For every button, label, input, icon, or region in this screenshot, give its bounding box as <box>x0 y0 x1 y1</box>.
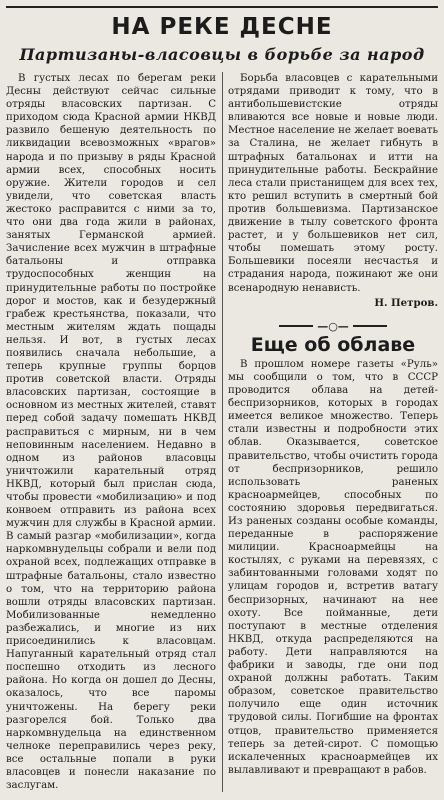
article-headline: НА РЕКЕ ДЕСНЕ <box>111 14 333 40</box>
article1-column1-text: В густых лесах по берегам реки Десны действуют сейчас сильные отряды власовских партизан. С приходом сюда Красной армии НКВД развило бешеную деятельность по ликвидации всевозможных «врагов» народа и по призыву в ряды Красной армии всех, способных носить оружие. Жители городов и сел увидели, что советская власть жестоко расправится с ними за то, что они два года жили в районах, занятых Германской армией. Зачисление всех мужчин в штрафные батальоны и отправка трудоспособных женщин на принудительные работы по постройке дорог и мостов, как и безудержный грабеж крестьянства, показали, что местным жителям ждать пощады нельзя. И вот, в густых лесах появились сначала небольшие, а теперь крупные группы борцов против советской власти. Отряды власовских партизан, состоящие в основном из местных жителей, ставят перед собой задачу помешать НКВД расправиться с мирным, ни в чем неповинным населением. Недавно в одном из районов власовцы уничтожили карательный отряд НКВД, который был прислан сюда, чтобы провести «мобилизацию» и под конвоем отправить из района всех мужчин для службы в Красной армии. В самый разгар «мобилизации», когда наркомвнудельцы собрали и вели под охраной всех, подлежащих отправке в штрафные батальоны, стало известно о том, что на территорию района вошли отряды власовских партизан. Мобилизованные немедленно разбежались, и многие из них присоединились к власовцам. Напуганный карательный отряд стал поспешно отходить из лесного района. Но когда он дошел до Десны, оказалось, что все паромы уничтожены. На берегу реки разгорелся бой. Только два наркомвнудельца на единственном челноке переправились через реку, все остальные попали в руки власовцев и понесли наказание по заслугам. <box>6 73 216 792</box>
article2-headline: Еще об облаве <box>250 333 416 356</box>
author-signature: Н. Петров. <box>374 296 438 309</box>
column-left <box>6 72 216 792</box>
section-divider <box>228 320 438 333</box>
article-subheadline: Партизаны-власовцы в борьбе за народ <box>19 45 425 64</box>
divider-ornament: —○— <box>317 319 349 333</box>
article-columns <box>6 72 438 792</box>
top-rule <box>6 6 438 8</box>
article1-column2-text: Борьба власовцев с карательными отрядами приводит к тому, что в антибольшевистские отряды вливаются все новые и новые люди. Местное население не желает воевать за Сталина, не желает гибнуть в штрафных батальонах и итти на принудительные работы. Бескрайние леса стали пристанищем для всех тех, кто решил вступить в смертный бой против большевизма. Партизанское движение в тылу советского фронта растет, и у большевиков нет сил, чтобы помешать этому росту. Большевики посеяли несчастья и страдания народа, пожинают же они всенародную ненависть. <box>228 73 438 294</box>
article2-text: В прошлом номере газеты «Руль» мы сообщили о том, что в СССР проводится облава на детей-беспризорников, которых в городах имеется великое множество. Теперь стали известны и подробности этих облав. Оказывается, советское правительство, чтобы очистить города от беспризорников, решило использовать раненых красноармейцев, способных по состоянию здоровья передвигаться. Из раненых созданы особые команды, переданные в распоряжение милиции. Красноармейцы на костылях, с руками на перевязях, с забинтованными головами ходят по улицам городов и, встретив ватагу беспризорных, начинают на нее охоту. Все пойманные, дети поступают в местные отделения НКВД, откуда распределяются на работу. Дети направляются на фабрики и заводы, где они под охраной должны работать. Таким образом, советское правительство получило еще один источник трудовой силы. Погибшие на фронтах отцов, правительство применяется теперь за детей-сирот. С помощью искалеченных красноармейцев их вылавливают и превращают в рабов. <box>228 358 438 776</box>
column-right <box>222 72 438 792</box>
